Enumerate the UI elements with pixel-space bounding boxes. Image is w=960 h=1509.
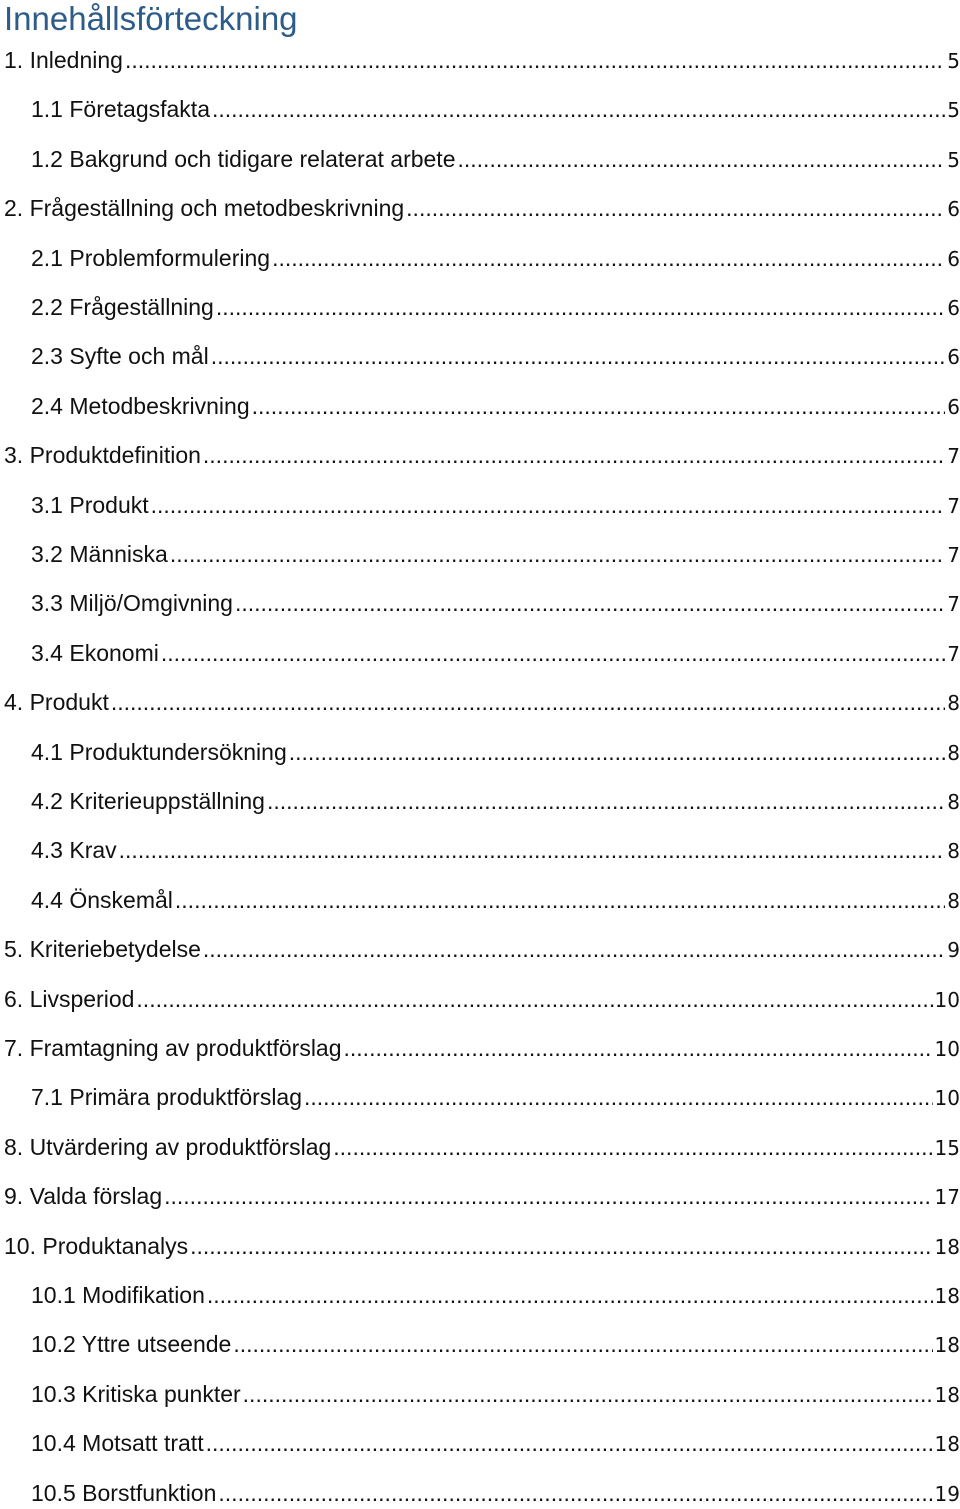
toc-entry[interactable] [31,1379,960,1409]
toc-entry-label: 10. Produktanalys [4,1232,189,1259]
toc-entry-page: 8 [947,691,960,716]
toc-entry[interactable] [31,638,960,668]
toc-entry-page: 5 [947,147,960,172]
toc-entry-page: 8 [947,790,960,814]
toc-entry-page: 17 [934,1185,960,1210]
toc-entry[interactable] [31,391,960,421]
toc-entry-label: 2.1 Problemformulering [31,244,271,271]
toc-entry-page: 10 [934,1037,960,1061]
toc-entry-page: 7 [947,444,960,469]
toc-leader-dots [161,638,945,668]
toc-entry-label: 4. Produkt [4,689,109,716]
toc-entry-label: 1.2 Bakgrund och tidigare relaterat arbete [31,145,456,172]
toc-entry[interactable] [31,786,960,816]
toc-leader-dots [151,490,946,520]
toc-leader-dots [206,1428,933,1458]
toc-leader-dots [333,1132,932,1162]
toc-leader-dots [190,1231,932,1261]
toc-leader-dots [243,1379,933,1409]
toc-leader-dots [175,885,945,915]
toc-entry-page: 6 [947,394,960,419]
toc-entry[interactable] [4,440,960,470]
toc-entry[interactable] [4,1033,960,1063]
toc-leader-dots [170,539,945,569]
toc-entry-page: 7 [947,641,960,666]
toc-entry[interactable] [4,1231,960,1261]
toc-entry-label: 1.1 Företagsfakta [31,96,210,123]
toc-entry[interactable] [31,835,960,865]
toc-entry-page: 6 [947,246,960,271]
toc-entry-label: 10.1 Modifikation [31,1282,205,1308]
toc-entry-page: 6 [947,197,960,222]
toc-entry[interactable] [31,588,960,618]
toc-leader-dots [304,1082,933,1112]
toc-entry-label: 10.4 Motsatt tratt [31,1430,204,1457]
toc-entry[interactable] [31,243,960,273]
toc-entry-label: 7. Framtagning av produktförslag [4,1035,342,1061]
toc-entry-page: 7 [947,493,960,518]
toc-leader-dots [458,144,946,174]
toc-entry[interactable] [31,341,960,371]
toc-entry-page: 5 [947,49,960,73]
toc-entry-label: 4.2 Kriterieuppställning [31,788,265,814]
toc-entry-page: 7 [947,543,960,567]
toc-entry[interactable] [31,1478,960,1508]
toc-entry-page: 18 [934,1284,960,1308]
toc-entry-label: 2.2 Frågeställning [31,294,214,320]
toc-entry-label: 1. Inledning [4,47,123,73]
toc-entry[interactable] [31,1082,960,1112]
toc-entry[interactable] [4,1132,960,1162]
toc-leader-dots [203,440,945,470]
toc-entry-page: 18 [934,1382,960,1407]
toc-entry-page: 18 [934,1234,960,1259]
toc-entry-label: 4.4 Önskemål [31,886,173,913]
toc-leader-dots [136,984,932,1014]
toc-leader-dots [111,687,945,717]
toc-leader-dots [211,341,946,371]
toc-entry-label: 5. Kriteriebetydelse [4,936,201,963]
toc-entry-page: 19 [934,1481,960,1506]
toc-leader-dots [203,934,945,964]
toc-entry-label: 2.3 Syfte och mål [31,343,209,370]
toc-title: Innehållsförteckning [4,0,298,37]
toc-entry[interactable] [4,984,960,1014]
toc-entry-label: 8. Utvärdering av produktförslag [4,1133,332,1160]
toc-leader-dots [252,391,946,421]
toc-entry-label: 4.3 Krav [31,837,117,864]
toc-entry-label: 7.1 Primära produktförslag [31,1084,303,1111]
toc-entry-page: 6 [947,345,960,370]
toc-entry-label: 10.5 Borstfunktion [31,1479,217,1506]
toc-leader-dots [406,193,945,223]
toc-entry[interactable] [31,1428,960,1458]
toc-leader-dots [216,292,945,322]
toc-entry-page: 10 [934,1086,960,1111]
toc-entry-page: 18 [934,1432,960,1457]
toc-entry-label: 9. Valda förslag [4,1183,163,1210]
toc-entry-label: 3. Produktdefinition [4,442,201,469]
toc-leader-dots [289,737,946,767]
toc-entry[interactable] [4,934,960,964]
toc-entry-label: 2. Frågeställning och metodbeskrivning [4,195,405,222]
toc-entry[interactable] [4,687,960,717]
toc-entry-label: 3.1 Produkt [31,491,149,518]
toc-entry-label: 10.2 Yttre utseende [31,1331,232,1358]
toc-entry-page: 8 [947,888,960,913]
toc-leader-dots [218,1478,932,1508]
toc-entry-label: 3.4 Ekonomi [31,639,159,666]
toc-leader-dots [344,1033,933,1063]
toc-entry[interactable] [4,45,960,75]
toc-entry-label: 3.2 Människa [31,541,168,567]
toc-leader-dots [207,1280,933,1310]
toc-entry-label: 4.1 Produktundersökning [31,738,287,765]
toc-entry[interactable] [31,1280,960,1310]
toc-entry-label: 10.3 Kritiska punkter [31,1380,241,1407]
toc-leader-dots [212,94,945,124]
toc-entry-page: 18 [934,1333,960,1358]
toc-leader-dots [267,786,945,816]
toc-leader-dots [272,243,945,273]
toc-leader-dots [125,45,945,75]
toc-entry-page: 7 [947,592,960,617]
toc-leader-dots [233,1329,932,1359]
toc-entry-label: 3.3 Miljö/Omgivning [31,590,233,617]
toc-entry[interactable] [31,94,960,124]
toc-leader-dots [164,1181,932,1211]
toc-leader-dots [235,588,945,618]
toc-entry[interactable] [31,539,960,569]
toc-entry[interactable] [31,885,960,915]
toc-entry-page: 10 [934,987,960,1012]
toc-entry-label: 6. Livsperiod [4,985,135,1012]
toc-entry[interactable] [31,292,960,322]
toc-entry-page: 5 [947,98,960,123]
toc-entry[interactable] [4,1181,960,1211]
toc-entry-page: 8 [947,839,960,864]
toc-entry[interactable] [31,1329,960,1359]
toc-entry-page: 9 [947,938,960,963]
toc-leader-dots [119,835,946,865]
toc-entry-page: 6 [947,296,960,320]
toc-entry[interactable] [31,737,960,767]
toc-entry-page: 8 [947,740,960,765]
toc-entry-page: 15 [934,1135,960,1160]
toc-entry[interactable] [4,193,960,223]
toc-entry-label: 2.4 Metodbeskrivning [31,392,250,419]
toc-entry[interactable] [31,490,960,520]
toc-entry[interactable] [31,144,960,174]
